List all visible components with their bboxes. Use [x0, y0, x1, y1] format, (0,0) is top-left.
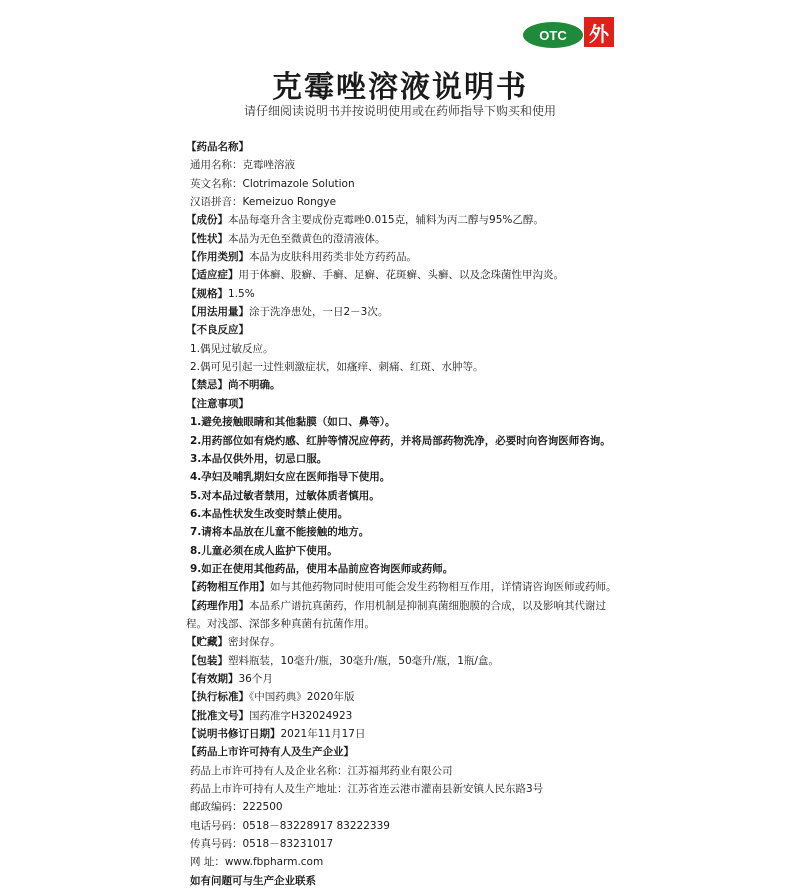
section-approval: [186, 707, 626, 725]
section-text: 1.5%: [228, 287, 255, 300]
section-dosage: [186, 303, 626, 321]
section-text: 如与其他药物同时使用可能会发生药物相互作用，详情请咨询医师或药师。: [270, 581, 617, 594]
section-holder: 【药品上市许可持有人及生产企业】: [186, 746, 354, 759]
holder-name: 药品上市许可持有人及企业名称：江苏福邦药业有限公司: [190, 764, 453, 777]
section-label: 【说明书修订日期】: [186, 728, 281, 740]
section-text: 密封保存。: [228, 636, 281, 649]
adverse-item: 1.偶见过敏反应。: [190, 342, 274, 355]
section-label: 【适应症】: [186, 269, 239, 282]
section-pharmacology: [186, 597, 626, 634]
precaution-item: 2.用药部位如有烧灼感、红肿等情况应停药，并将局部药物洗净，必要时向咨询医师咨询。: [190, 434, 611, 447]
section-label: 【贮藏】: [186, 636, 228, 649]
section-package: [186, 652, 626, 670]
section-text: 36个月: [238, 672, 273, 685]
holder-website: 网 址：www.fbpharm.com: [190, 856, 324, 869]
section-text: 本品每毫升含主要成份克霉唑0.015克，辅料为丙二醇与95%乙醇。: [228, 214, 544, 227]
section-standard: [186, 688, 626, 706]
section-text: 2021年11月17日: [280, 728, 366, 740]
section-label: 【批准文号】: [186, 709, 249, 722]
precaution-item: 5.对本品过敏者禁用，过敏体质者慎用。: [190, 489, 380, 502]
section-text: 《中国药典》2020年版: [249, 691, 355, 704]
precaution-item: 9.如正在使用其他药品，使用本品前应咨询医师或药师。: [190, 562, 454, 575]
section-text: 本品为无色至微黄色的澄清液体。: [228, 232, 386, 245]
section-text: 用于体癣、股癣、手癣、足癣、花斑癣、头癣、以及念珠菌性甲沟炎。: [238, 269, 564, 282]
section-text: 尚不明确。: [228, 379, 281, 392]
section-text: 本品系广谱抗真菌药，作用机制是抑制真菌细胞膜的合成，以及影响其代谢过程。对浅部、深部多种真菌有抗菌作用。: [186, 599, 606, 630]
section-precautions: 【注意事项】: [186, 397, 249, 410]
section-adverse: 【不良反应】: [186, 324, 249, 337]
section-label: 【成份】: [186, 214, 228, 227]
precaution-item: 3.本品仅供外用，切忌口服。: [190, 452, 328, 465]
section-label: 【药物相互作用】: [186, 581, 270, 594]
section-indications: [186, 266, 626, 284]
section-interactions: [186, 578, 626, 596]
section-label: 【规格】: [186, 287, 228, 300]
section-label: 【药理作用】: [186, 599, 249, 612]
precaution-item: 4.孕妇及哺乳期妇女应在医师指导下使用。: [190, 471, 391, 484]
page-title: 克霉唑溶液说明书: [272, 70, 528, 105]
section-text: 本品为皮肤科用药类非处方药药品。: [249, 251, 417, 264]
section-label: 【性状】: [186, 232, 228, 245]
section-label: 【执行标准】: [186, 691, 249, 704]
holder-fax: 传真号码：0518－83231017: [190, 838, 334, 851]
section-revision: [186, 725, 626, 743]
leaflet-body: [186, 138, 626, 890]
section-contraindications: [186, 376, 626, 394]
section-drug-name: 【药品名称】: [186, 141, 249, 153]
holder-address: 药品上市许可持有人及生产地址：江苏省连云港市灌南县新安镇人民东路3号: [190, 783, 544, 796]
english-name: 英文名称：Clotrimazole Solution: [190, 177, 355, 190]
section-label: 【包装】: [186, 654, 228, 667]
precaution-item: 6.本品性状发生改变时禁止使用。: [190, 507, 349, 520]
page-subtitle: 请仔细阅读说明书并按说明使用或在药师指导下购买和使用: [243, 104, 556, 118]
holder-phone: 电话号码：0518－83228917 83222339: [190, 819, 390, 832]
section-ingredients: [186, 211, 626, 229]
section-label: 【作用类别】: [186, 251, 249, 264]
section-text: 涂于洗净患处，一日2－3次。: [249, 306, 389, 319]
holder-postcode: 邮政编码：222500: [190, 801, 283, 814]
section-spec: [186, 285, 626, 303]
section-storage: [186, 633, 626, 651]
section-label: 【有效期】: [186, 672, 239, 685]
external-use-badge: 外: [584, 17, 614, 47]
section-category: [186, 248, 626, 266]
precaution-item: 7.请将本品放在儿童不能接触的地方。: [190, 526, 370, 539]
footer-note: 如有问题可与生产企业联系: [190, 874, 316, 887]
adverse-item: 2.偶可见引起一过性刺激症状，如瘙痒、刺痛、红斑、水肿等。: [190, 361, 484, 374]
section-validity: [186, 670, 626, 688]
section-text: 塑料瓶装，10毫升/瓶，30毫升/瓶，50毫升/瓶，1瓶/盒。: [228, 654, 499, 667]
section-text: 国药准字H32024923: [249, 709, 353, 722]
otc-badge: OTC: [523, 22, 583, 48]
precaution-item: 1.避免接触眼睛和其他黏膜（如口、鼻等）。: [190, 416, 396, 429]
pinyin-name: 汉语拼音：Kemeizuo Rongye: [190, 196, 337, 209]
section-label: 【禁忌】: [186, 379, 228, 392]
precaution-item: 8.儿童必须在成人监护下使用。: [190, 544, 338, 557]
generic-name: 通用名称：克霉唑溶液: [190, 159, 295, 172]
section-appearance: [186, 230, 626, 248]
section-label: 【用法用量】: [186, 306, 249, 319]
